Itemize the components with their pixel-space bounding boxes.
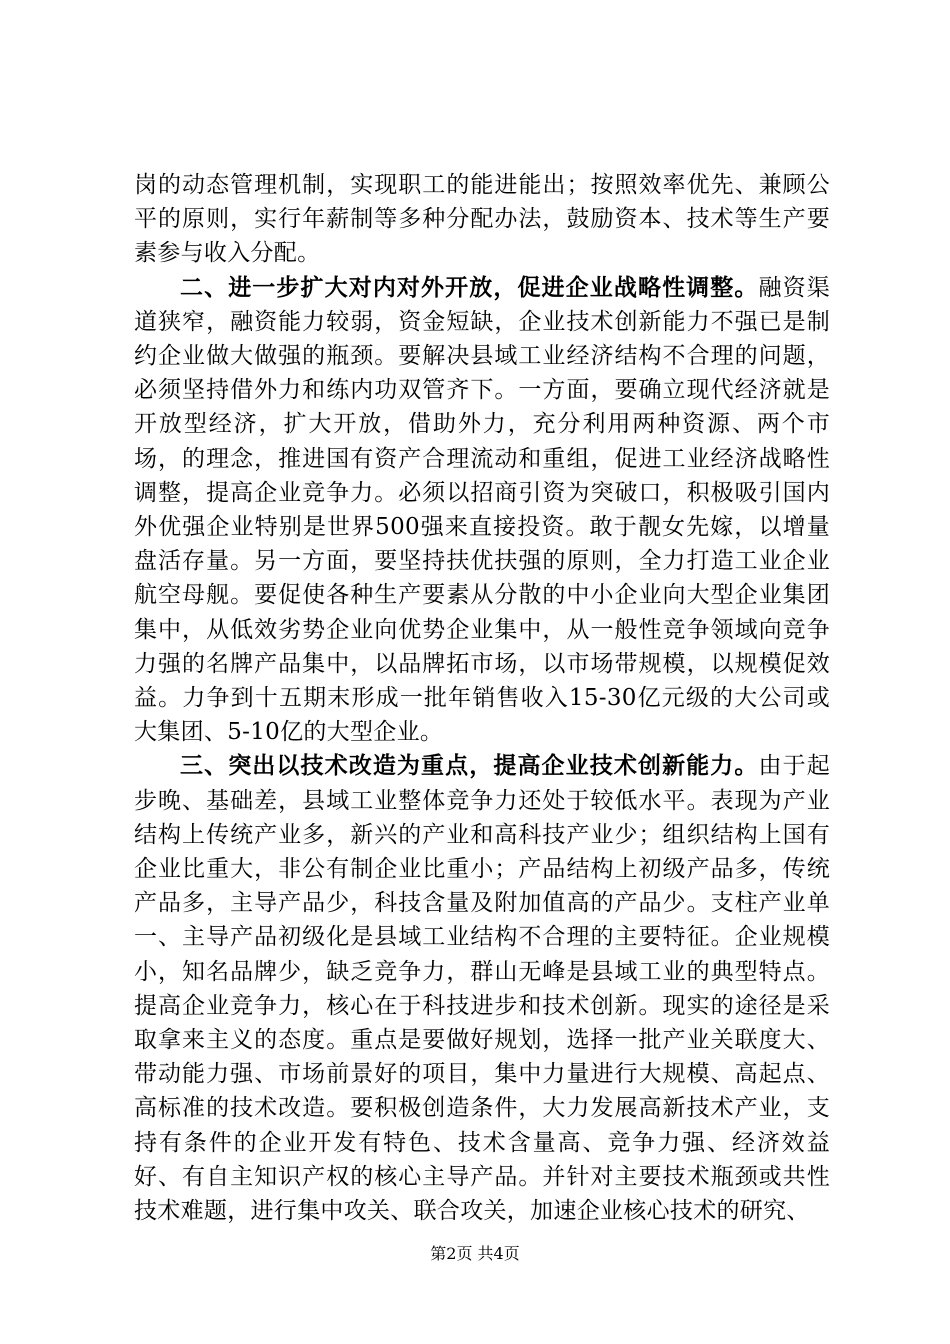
paragraph-section-2 [134,271,830,750]
paragraph-text: 由于起步晚、基础差，县域工业整体竞争力还处于较低水平。表现为产业结构上传统产业多，新兴的产业和高科技产业少；组织结构上国有企业比重大，非公有制企业比重小；产品结构上初级产品多，传统产品多，主导产品少，科技含量及附加值高的产品少。支柱产业单一、主导产品初级化是县域工业结构不合理的主要特征。企业规模小，知名品牌少，缺乏竞争力，群山无峰是县域工业的典型特点。提高企业竞争力，核心在于科技进步和技术创新。现实的途径是采取拿来主义的态度。重点是要做好规划，选择一批产业关联度大、带动能力强、市场前景好的项目，集中力量进行大规模、高起点、高标准的技术改造。要积极创造条件，大力发展高新技术产业，支持有条件的企业开发有特色、技术含量高、竞争力强、经济效益好、有自主知识产权的核心主导产品。并针对主要技术瓶颈或共性技术难题，进行集中攻关、联合攻关，加速企业核心技术的研究、 [134,753,830,1225]
page-footer [0,1244,950,1264]
paragraph-continuation [134,168,830,271]
page-number-label: 第2页 共4页 [430,1244,520,1263]
section-heading: 三、突出以技术改造为重点，提高企业技术创新能力。 [180,752,759,780]
section-heading: 二、进一步扩大对内对外开放，促进企业战略性调整。 [180,273,759,301]
paragraph-section-3 [134,749,830,1228]
paragraph-text: 融资渠道狭窄，融资能力较弱，资金短缺，企业技术创新能力不强已是制约企业做大做强的瓶颈。要解决县域工业经济结构不合理的问题，必须坚持借外力和练内功双管齐下。一方面，要确立现代经济就是开放型经济，扩大开放，借助外力，充分利用两种资源、两个市场，的理念，推进国有资产合理流动和重组，促进工业经济战略性调整，提高企业竞争力。必须以招商引资为突破口，积极吸引国内外优强企业特别是世界500强来直接投资。敢于靓女先嫁，以增量盘活存量。另一方面，要坚持扶优扶强的原则，全力打造工业企业航空母舰。要促使各种生产要素从分散的中小企业向大型企业集团集中，从低效劣势企业向优势企业集中，从一般性竞争领域向竞争力强的名牌产品集中，以品牌拓市场，以市场带规模，以规模促效益。力争到十五期末形成一批年销售收入15-30亿元级的大公司或大集团、5-10亿的大型企业。 [134,274,830,746]
document-body [134,168,830,1228]
paragraph-text: 岗的动态管理机制，实现职工的能进能出；按照效率优先、兼顾公平的原则，实行年薪制等多种分配办法，鼓励资本、技术等生产要素参与收入分配。 [134,172,830,267]
